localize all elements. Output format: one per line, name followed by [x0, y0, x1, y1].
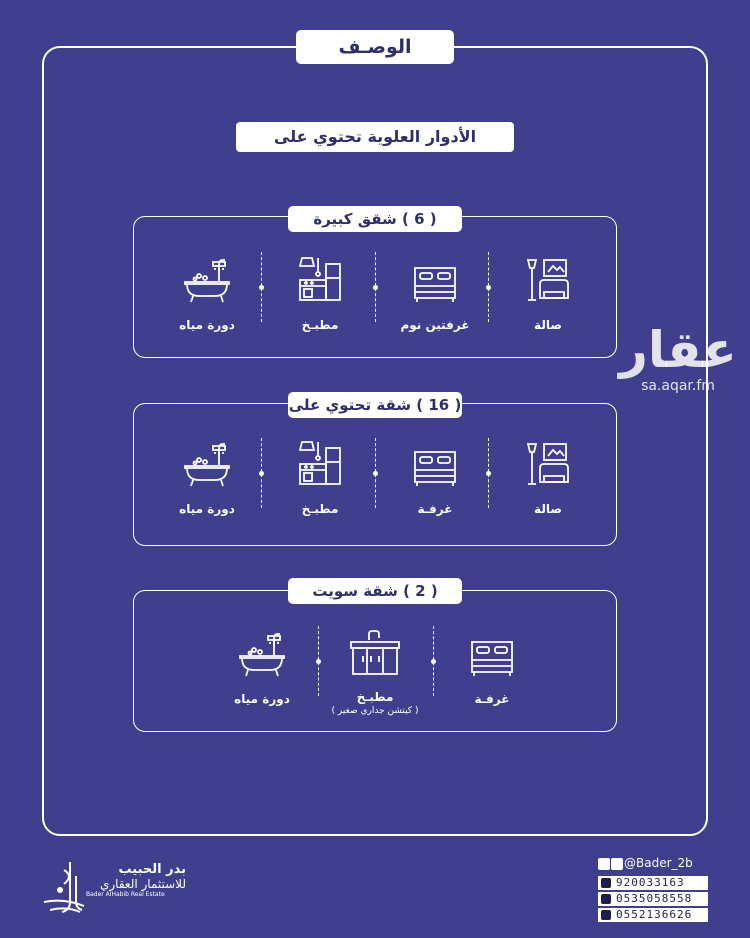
brand-english: Bader AlHabib Real Estate — [86, 891, 165, 898]
item-label: دورة مياه — [179, 502, 235, 516]
item-kitchen — [270, 440, 370, 516]
section-label: ( 6 ) شقق كبيرة — [288, 206, 462, 232]
item-bedroom — [385, 256, 485, 332]
item-label: صالة — [534, 502, 562, 516]
bed-icon — [411, 440, 459, 488]
bathtub-icon — [183, 440, 231, 488]
x-twitter-icon — [598, 858, 610, 870]
phone-number: 0535058558 — [616, 892, 693, 905]
item-bathroom — [157, 256, 257, 332]
item-label: دورة مياه — [179, 318, 235, 332]
kitchen-icon — [296, 256, 344, 304]
divider — [261, 438, 262, 508]
sink-cabinet-icon — [349, 628, 401, 678]
section-label: ( 16 ) شقة تحتوي على — [288, 392, 462, 418]
item-label: غرفتين نوم — [400, 318, 470, 332]
section-label: ( 2 ) شقة سويت — [288, 578, 462, 604]
sofa-lamp-icon — [524, 256, 572, 304]
divider — [375, 438, 376, 508]
item-living-room — [498, 440, 598, 516]
item-bathroom — [212, 630, 312, 706]
item-bathroom — [157, 440, 257, 516]
item-kitchenette — [325, 628, 425, 716]
phone-icon — [601, 878, 611, 888]
item-label: صالة — [534, 318, 562, 332]
divider — [488, 438, 489, 508]
item-kitchen — [270, 256, 370, 332]
brand-text — [86, 862, 186, 899]
phone-number: 920033163 — [616, 876, 685, 889]
item-label: مطبـخ — [301, 502, 339, 516]
bed-icon — [411, 256, 459, 304]
sofa-lamp-icon — [524, 440, 572, 488]
brand-name: بدر الحبيب — [118, 862, 186, 877]
divider — [318, 626, 319, 696]
phone-icon — [601, 894, 611, 904]
phone-icon — [601, 910, 611, 920]
aqar-watermark — [618, 322, 738, 394]
instagram-icon — [611, 858, 623, 870]
item-bedroom — [385, 440, 485, 516]
phone-row[interactable] — [598, 876, 708, 890]
handle-text: @Bader_2b — [624, 856, 693, 870]
bathtub-icon — [238, 630, 286, 678]
divider — [261, 252, 262, 322]
item-sublabel: ( كيتشن جداري صغير ) — [331, 706, 419, 716]
phone-number: 0552136626 — [616, 908, 693, 921]
bed-icon — [468, 630, 516, 678]
social-handle[interactable] — [598, 855, 710, 871]
item-living-room — [498, 256, 598, 332]
page-title: الوصـف — [296, 30, 454, 64]
page-subtitle: الأدوار العلوية تحتوي على — [236, 122, 514, 152]
item-label: مطبـخ — [356, 690, 394, 704]
watermark-url: sa.aqar.fm — [641, 378, 715, 394]
divider — [488, 252, 489, 322]
phone-row[interactable] — [598, 908, 708, 922]
watermark-name: عقار — [619, 321, 737, 379]
divider — [375, 252, 376, 322]
item-label: مطبـخ — [301, 318, 339, 332]
item-label: دورة مياه — [234, 692, 290, 706]
divider — [433, 626, 434, 696]
item-bedroom — [442, 630, 542, 706]
kitchen-icon — [296, 440, 344, 488]
phone-row[interactable] — [598, 892, 708, 906]
bathtub-icon — [183, 256, 231, 304]
brand-subtitle: للاستثمار العقاري — [99, 877, 186, 891]
item-label: غرفـة — [417, 502, 453, 516]
item-label: غرفـة — [474, 692, 510, 706]
